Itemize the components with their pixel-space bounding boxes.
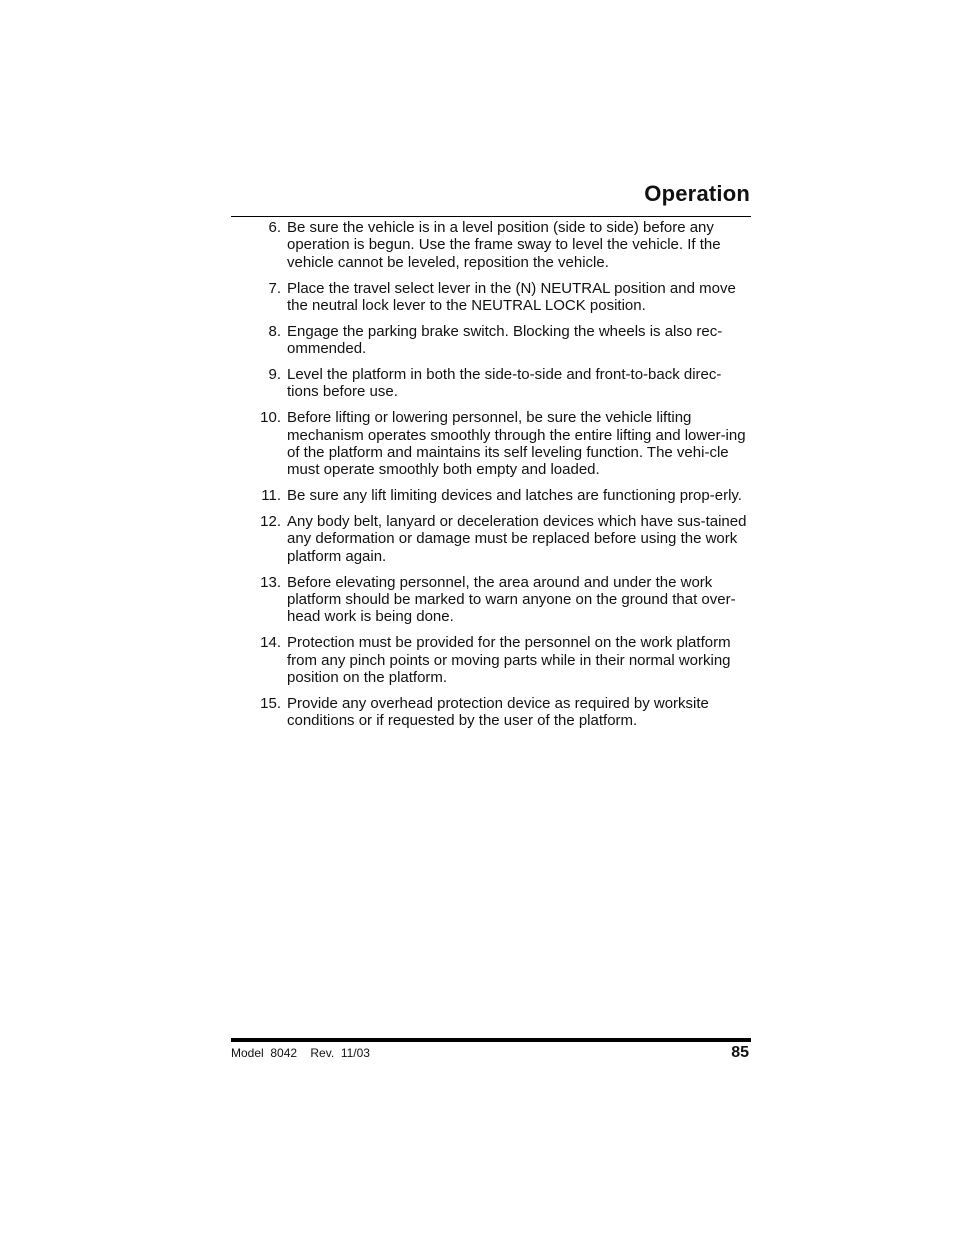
header-rule: [231, 216, 751, 217]
page-number: 85: [731, 1044, 749, 1061]
step-item: [231, 323, 753, 358]
step-text: Be sure any lift limiting devices and latches are functioning prop-erly.: [287, 487, 742, 505]
step-number: 15.: [260, 694, 281, 712]
step-text: Any body belt, lanyard or deceleration devices which have sus-tained any deformation or damage must be replaced before using the work platform again.: [287, 513, 747, 565]
step-number: 14.: [260, 634, 281, 652]
procedure-steps-list: [231, 219, 753, 738]
step-number: 7.: [268, 279, 281, 297]
step-text: Provide any overhead protection device as required by worksite conditions or if requested by the user of the platform.: [287, 694, 709, 730]
step-text: Before lifting or lowering personnel, be sure the vehicle lifting mechanism operates smoothly through the entire lifting and lower-ing of the platform and maintains its self leveling function. The vehi-cle must operate smoothly both empty and loaded.: [287, 409, 746, 479]
step-number: 9.: [268, 366, 281, 384]
step-text: Be sure the vehicle is in a level position (side to side) before any operation is begun. Use the frame sway to level the vehicle. If the vehicle cannot be leveled, reposition the vehicle.: [287, 219, 721, 271]
step-number: 10.: [260, 409, 281, 427]
step-number: 13.: [260, 573, 281, 591]
step-text: Protection must be provided for the personnel on the work platform from any pinch points or moving parts while in their normal working position on the platform.: [287, 634, 731, 687]
footer-model-revision: Model 8042 Rev. 11/03: [231, 1046, 370, 1060]
step-text: Engage the parking brake switch. Blocking the wheels is also rec-ommended.: [287, 322, 723, 358]
step-text: Before elevating personnel, the area around and under the work platform should be marked to warn anyone on the ground that over-head work is being done.: [287, 573, 736, 626]
step-number: 12.: [260, 513, 281, 531]
step-number: 6.: [268, 219, 281, 236]
step-number: 11.: [261, 487, 281, 505]
step-number: 8.: [268, 322, 281, 340]
footer-rule: [231, 1038, 751, 1042]
section-title: Operation: [644, 181, 750, 206]
step-item: [231, 219, 753, 271]
step-text: Level the platform in both the side-to-side and front-to-back direc-tions before use.: [287, 366, 722, 401]
step-item: [231, 574, 753, 626]
step-item: [231, 695, 753, 730]
step-item: [231, 409, 753, 479]
step-item: [231, 280, 753, 315]
step-item: [231, 634, 753, 686]
step-item: [231, 513, 753, 565]
step-item: [231, 487, 753, 504]
step-text: Place the travel select lever in the (N) NEUTRAL position and move the neutral lock lever to the NEUTRAL LOCK position.: [287, 279, 736, 315]
step-item: [231, 366, 753, 401]
